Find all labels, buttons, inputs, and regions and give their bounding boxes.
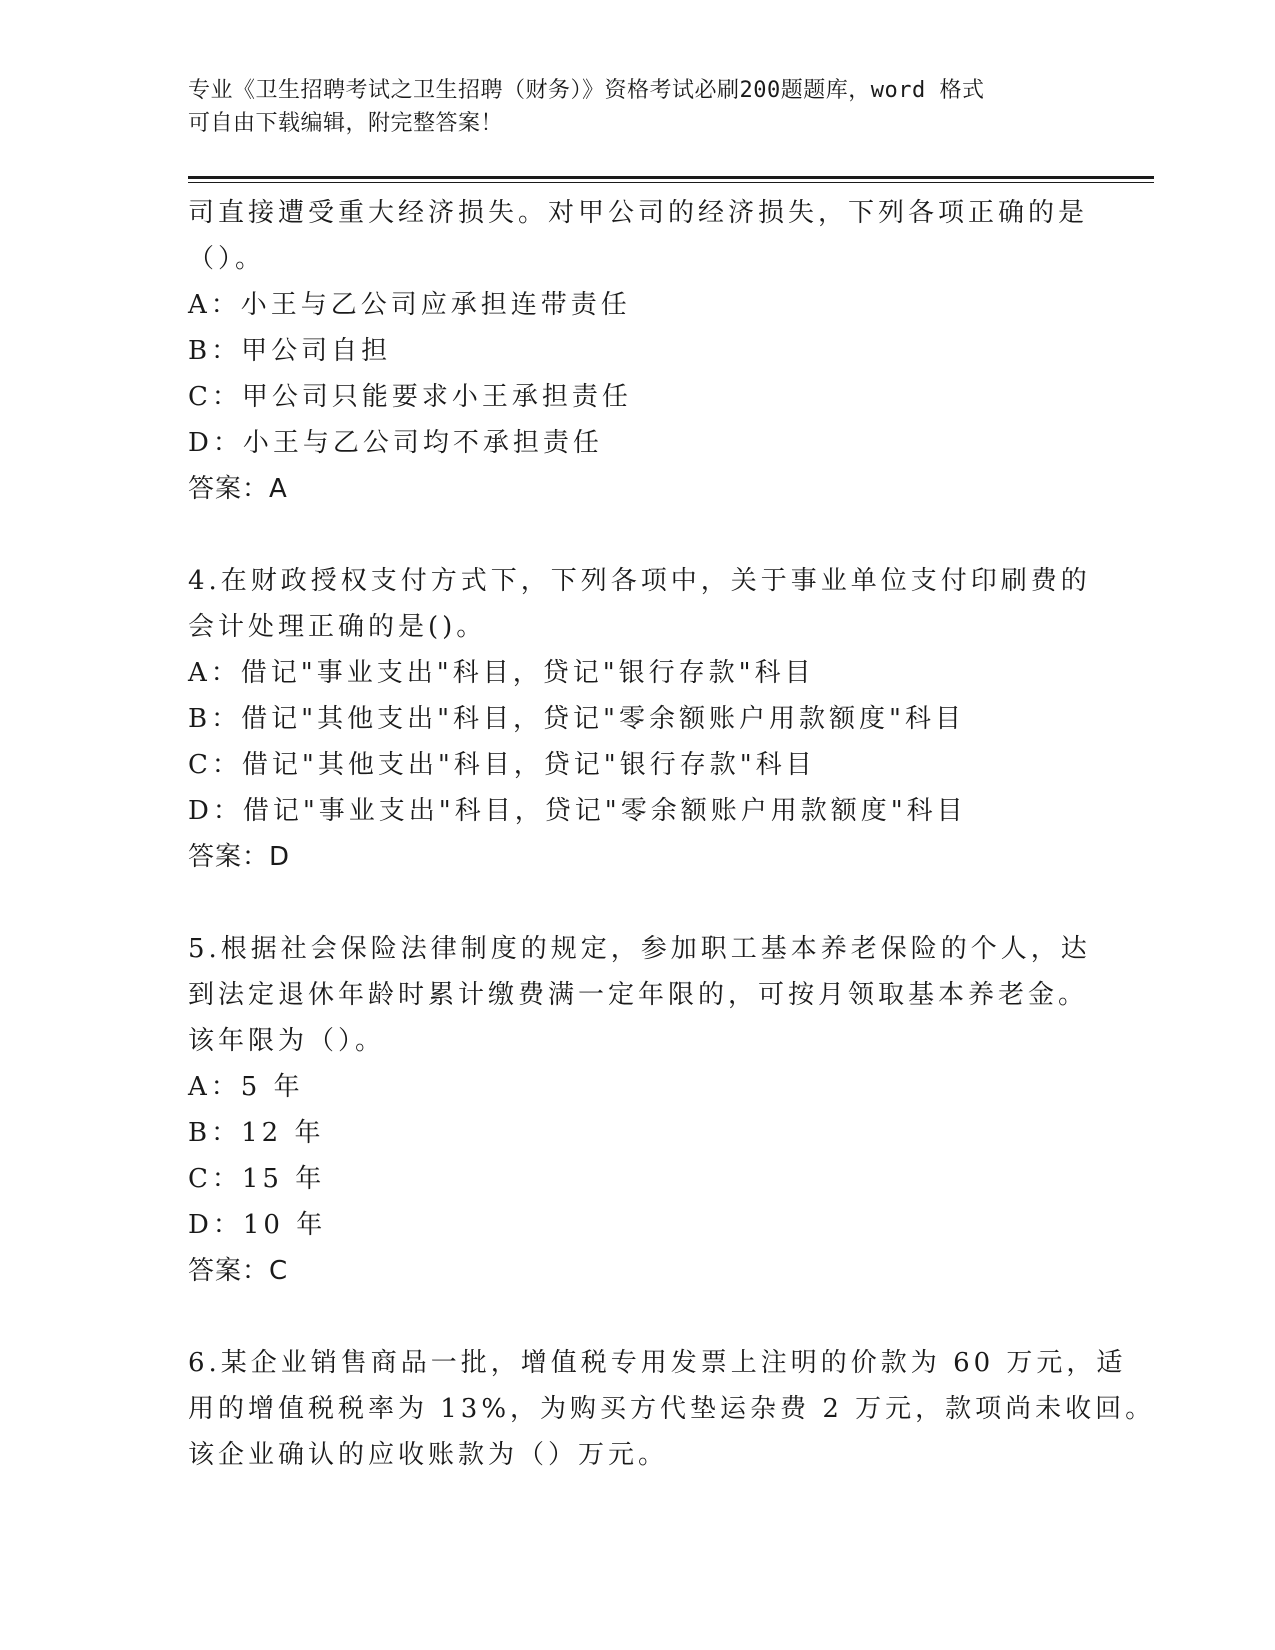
spacer xyxy=(188,880,1088,926)
option-b: B：借记"其他支出"科目，贷记"零余额账户用款额度"科目 xyxy=(188,704,965,734)
question-5 xyxy=(188,926,1091,1294)
document-body xyxy=(188,190,1156,1478)
question-stem-line: 4.在财政授权支付方式下，下列各项中，关于事业单位支付印刷费的 xyxy=(188,566,1091,596)
question-6 xyxy=(188,1340,1156,1478)
option-c: C：甲公司只能要求小王承担责任 xyxy=(188,382,632,412)
option-d: D：借记"事业支出"科目，贷记"零余额账户用款额度"科目 xyxy=(188,796,967,826)
answer-line: 答案：D xyxy=(188,842,291,872)
question-stem-line: 会计处理正确的是()。 xyxy=(188,612,487,642)
option-d: D：10 年 xyxy=(188,1210,327,1240)
option-b: B：12 年 xyxy=(188,1118,325,1148)
question-stem-line: 该年限为（）。 xyxy=(188,1026,386,1056)
document-header xyxy=(188,74,1068,140)
question-stem-line: 用的增值税税率为 13%，为购买方代垫运杂费 2 万元，款项尚未收回。 xyxy=(188,1394,1156,1424)
question-stem-line: 6.某企业销售商品一批，增值税专用发票上注明的价款为 60 万元，适 xyxy=(188,1348,1127,1378)
question-3 xyxy=(188,190,1088,512)
option-a: A：小王与乙公司应承担连带责任 xyxy=(188,290,631,320)
question-stem-line: 该企业确认的应收账款为（）万元。 xyxy=(188,1440,669,1470)
question-stem-line: 到法定退休年龄时累计缴费满一定年限的，可按月领取基本养老金。 xyxy=(188,980,1089,1010)
header-title-line-1: 专业《卫生招聘考试之卫生招聘（财务）》资格考试必刷200题题库，word 格式 xyxy=(188,78,985,103)
option-a: A：5 年 xyxy=(188,1072,304,1102)
spacer xyxy=(188,1294,1088,1340)
question-stem-line: 5.根据社会保险法律制度的规定，参加职工基本养老保险的个人，达 xyxy=(188,934,1091,964)
option-d: D：小王与乙公司均不承担责任 xyxy=(188,428,603,458)
answer-line: 答案：C xyxy=(188,1256,289,1286)
option-b: B：甲公司自担 xyxy=(188,336,392,366)
spacer xyxy=(188,512,1088,558)
option-a: A：借记"事业支出"科目，贷记"银行存款"科目 xyxy=(188,658,815,688)
header-divider-thick xyxy=(188,176,1154,179)
option-c: C：15 年 xyxy=(188,1164,326,1194)
question-4 xyxy=(188,558,1091,880)
header-divider-thin xyxy=(188,182,1154,183)
option-c: C：借记"其他支出"科目，贷记"银行存款"科目 xyxy=(188,750,816,780)
question-stem-line: （）。 xyxy=(188,244,266,274)
answer-line: 答案：A xyxy=(188,474,288,504)
question-stem-line: 司直接遭受重大经济损失。对甲公司的经济损失，下列各项正确的是 xyxy=(188,198,1089,228)
header-title-line-2: 可自由下载编辑，附完整答案！ xyxy=(188,111,504,136)
